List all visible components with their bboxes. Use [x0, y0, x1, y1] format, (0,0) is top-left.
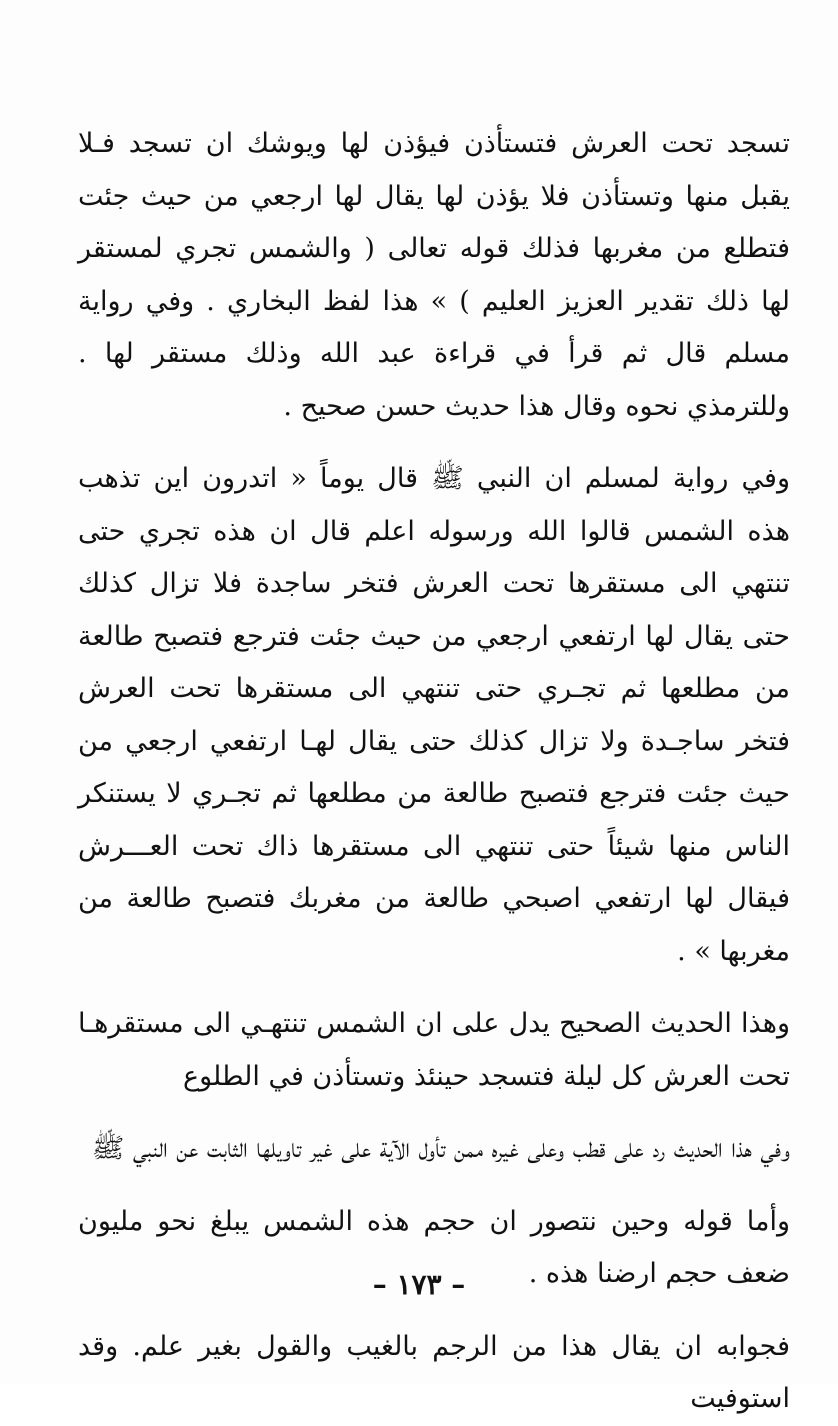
- page-number: – ١٧٣ –: [372, 1268, 466, 1301]
- paragraph-3: وهذا الحديث الصحيح يدل على ان الشمس تنتهـي الى مستقرهـا تحت العرش كل ليلة فتسجد حينئذ وتستأذن في الطلوع: [78, 1008, 790, 1092]
- paragraph-6: فجوابه ان يقال هذا من الرجم بالغيب والقول بغير علم. وقد استوفيت: [78, 1330, 790, 1414]
- paragraph-5: وأما قوله وحين نتصور ان حجم هذه الشمس يبلغ نحو مليون ضعف حجم ارضنا هذه .: [78, 1205, 790, 1289]
- paragraph-1: تسجد تحت العرش فتستأذن فيؤذن لها ويوشك ان تسجد فـلا يقبل منها وتستأذن فلا يؤذن لها يقال لها ارجعي من حيث جئت فتطلع من مغربها فذلك قوله تعالى ( والشمس تجري لمستقر لها ذلك تقدير العزيز العليم ) » هذا لفظ البخاري . وفي رواية مسلم قال ثم قرأ في قراءة عبد الله وذلك مستقر لها . وللترمذي نحوه وقال هذا حديث حسن صحيح .: [78, 128, 790, 422]
- paragraph-4: وفي هذا الحديث رد على قطب وعلى غيره ممن تأول الآية على غير تاويلها الثابت عن النبي ﷺ: [91, 1133, 790, 1164]
- paragraph-2: وفي رواية لمسلم ان النبي ﷺ قال يوماً « اتدرون اين تذهب هذه الشمس قالوا الله ورسوله اعلم قال ان هذه تجري حتى تنتهي الى مستقرها تحت العرش فتخر ساجدة فلا تزال كذلك حتى يقال لها ارتفعي ارجعي من حيث جئت فترجع فتصبح طالعة من مطلعها ثم تجـري حتى تنتهي الى مستقرها تحت العرش فتخر ساجـدة ولا تزال كذلك حتى يقال لهـا ارتفعي ارجعي من حيث جئت فترجع فتصبح طالعة من مطلعها ثم تجـري لا يستنكر الناس منها شيئاً حتى تنتهي الى مستقرها ذاك تحت العـــرش فيقال لها ارتفعي اصبحي طالعة من مغربك فتصبح طالعة من مغربها » .: [78, 463, 790, 967]
- page-body: [78, 118, 790, 1426]
